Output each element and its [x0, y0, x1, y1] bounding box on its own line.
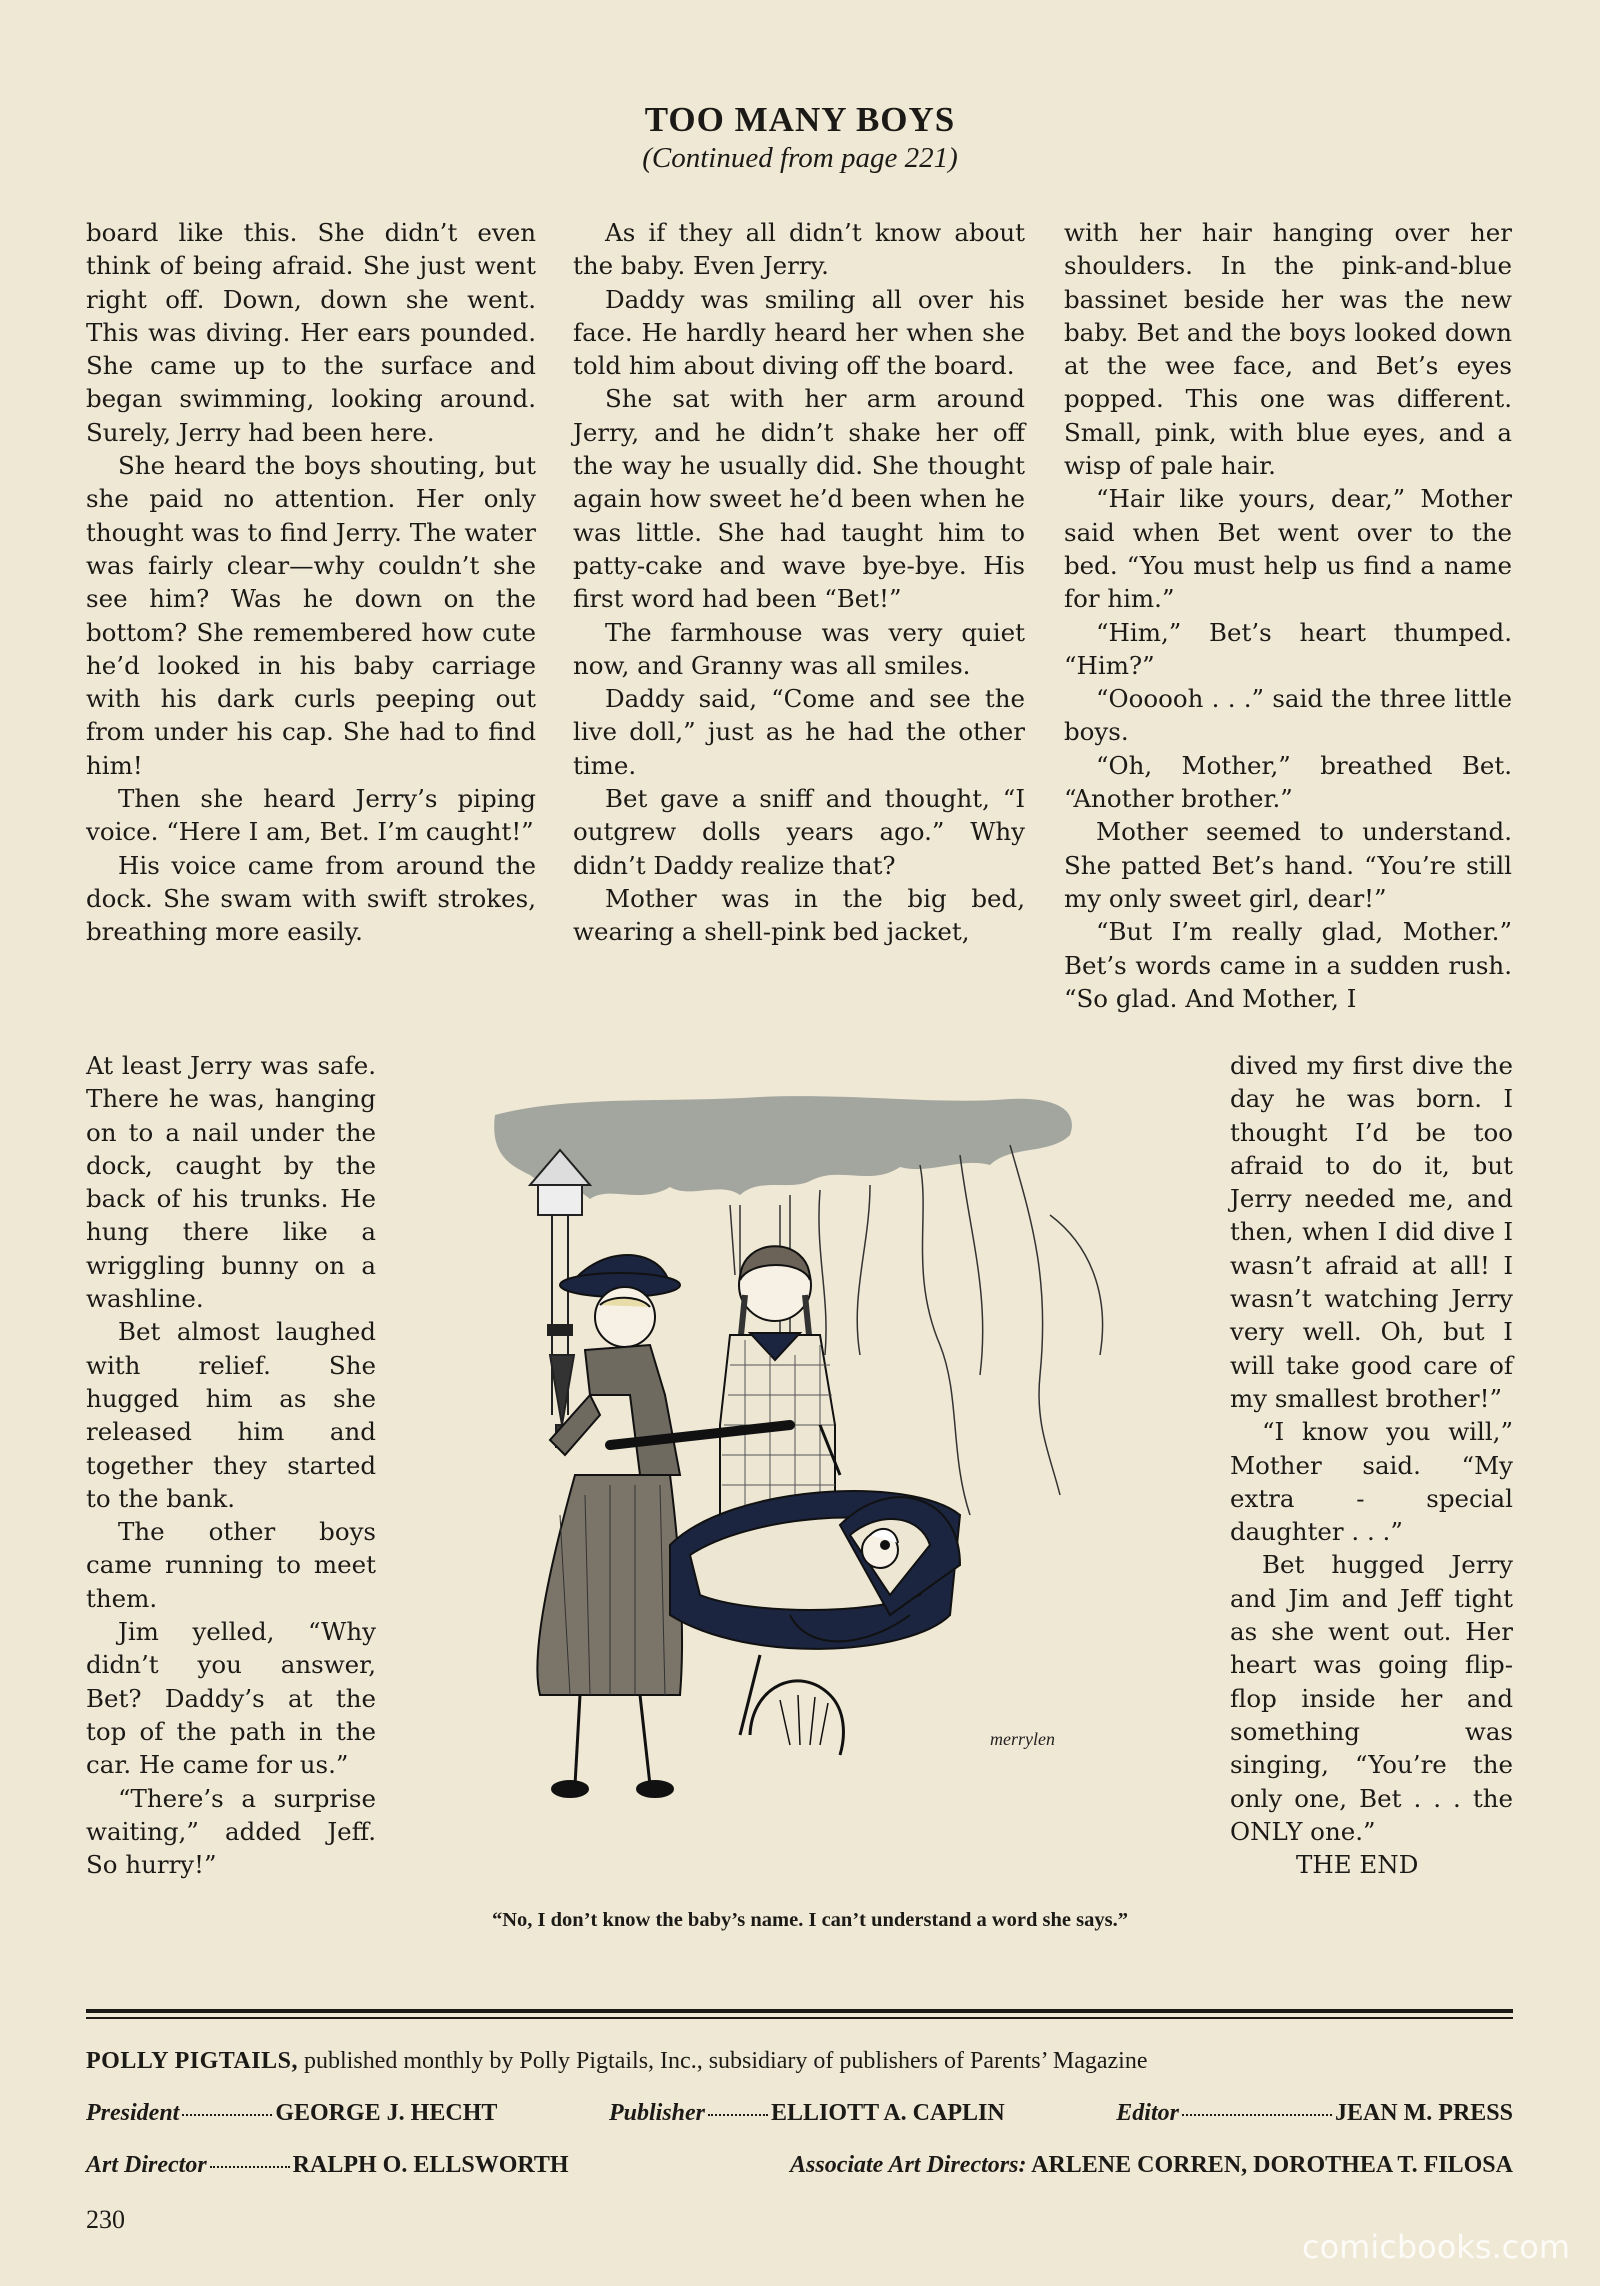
artist-signature: merrylen — [990, 1729, 1055, 1749]
associate-role: Associate Art Directors: — [790, 2152, 1027, 2178]
story-paragraph: As if they all didn’t know about the baby. Even Jerry. — [573, 218, 1025, 281]
president-name: GEORGE J. HECHT — [275, 2100, 498, 2126]
story-paragraph: Mother was in the big bed, wearing a shell-pink bed jacket, — [573, 883, 1025, 947]
story-paragraph: She sat with her arm around Jerry, and he didn’t shake her off the way he usually did. She thought again how sweet he’d been when he was little. She had taught him to patty-cake and wave bye-bye. His first word had been “Bet!” — [573, 384, 1025, 614]
the-end-marker: THE END — [1296, 1850, 1419, 1880]
illustration-caption: “No, I don’t know the baby’s name. I can’t understand a word she says.” — [492, 1909, 1128, 1931]
story-paragraph: The other boys came running to meet them. — [86, 1517, 376, 1613]
story-paragraph: The farmhouse was very quiet now, and Granny was all smiles. — [573, 617, 1025, 680]
art-director-name: RALPH O. ELLSWORTH — [292, 2152, 569, 2178]
publisher-name: ELLIOTT A. CAPLIN — [771, 2100, 1005, 2126]
masthead-rule-thin — [86, 2017, 1513, 2019]
story-title: TOO MANY BOYS — [644, 100, 956, 139]
story-paragraph: “Oh, Mother,” breathed Bet. “Another brother.” — [1064, 750, 1512, 814]
art-director-role: Art Director — [86, 2152, 207, 2178]
baby-carriage — [670, 1491, 960, 1755]
editor-role: Editor — [1116, 2100, 1179, 2126]
story-paragraph: Mother seemed to understand. She patted Bet’s hand. “You’re still my only sweet girl, dear!” — [1064, 817, 1512, 913]
column-1-top — [86, 216, 536, 949]
story-paragraph: Then she heard Jerry’s piping voice. “Here I am, Bet. I’m caught!” — [86, 784, 536, 847]
page-number: 230 — [86, 2205, 125, 2234]
column-2 — [573, 216, 1025, 949]
story-paragraph: “Hair like yours, dear,” Mother said when Bet went over to the bed. “You must help us find a name for him.” — [1064, 484, 1512, 614]
publisher-credit — [609, 2100, 1005, 2127]
story-paragraph: Jim yelled, “Why didn’t you answer, Bet? Daddy’s at the top of the path in the car. He came for us.” — [86, 1617, 376, 1780]
masthead-rule-thick — [86, 2009, 1513, 2013]
story-paragraph: “There’s a surprise waiting,” added Jeff. So hurry!” — [86, 1783, 376, 1880]
story-paragraph: Daddy said, “Come and see the live doll,” just as he had the other time. — [573, 684, 1025, 780]
story-paragraph: “I know you will,” Mother said. “My extra - special daughter . . .” — [1230, 1417, 1513, 1547]
continued-note: (Continued from page 221) — [642, 142, 958, 174]
story-paragraph: “But I’m really glad, Mother.” Bet’s words came in a sudden rush. “So glad. And Mother, I — [1064, 917, 1512, 1013]
story-paragraph: She heard the boys shouting, but she paid no attention. Her only thought was to find Jerry. The water was fairly clear—why couldn’t she see him? Was he down on the bottom? She remembered how cute he’d looked in his baby carriage with his dark curls peeping out from under his cap. She had to find him! — [86, 451, 536, 780]
birdhouse — [530, 1150, 590, 1447]
story-paragraph: “Him,” Bet’s heart thumped. “Him?” — [1064, 617, 1512, 680]
watermark: comicbooks.com — [1301, 2228, 1570, 2266]
masthead-line-1 — [86, 2048, 1513, 2075]
story-illustration — [490, 1095, 1190, 1855]
editor-credit — [1116, 2100, 1513, 2127]
publisher-role: Publisher — [609, 2100, 706, 2126]
story-paragraph: Bet hugged Jerry and Jim and Jeff tight as she went out. Her heart was going flip-flop inside her and something was singing, “You’re the only one, Bet . . . the ONLY one.” — [1230, 1550, 1513, 1846]
masthead-line-3 — [86, 2152, 1513, 2179]
masthead-line-2 — [86, 2100, 1513, 2127]
story-paragraph: “Oooooh . . .” said the three little boys. — [1064, 684, 1512, 747]
column-3-top — [1064, 216, 1512, 1015]
publication-name: POLLY PIGTAILS, — [86, 2048, 299, 2074]
story-paragraph: At least Jerry was safe. There he was, hanging on to a nail under the dock, caught by the back of his trunks. He hung there like a wriggling bunny on a washline. — [86, 1051, 376, 1314]
story-paragraph: Bet almost laughed with relief. She hugged him as she released him and together they started to the bank. — [86, 1317, 376, 1513]
story-paragraph: Bet gave a sniff and thought, “I outgrew dolls years ago.” Why didn’t Daddy realize that? — [573, 784, 1025, 880]
president-role: President — [86, 2100, 180, 2126]
publisher-statement: published monthly by Polly Pigtails, Inc., subsidiary of publishers of Parents’ Magazine — [304, 2048, 1148, 2074]
editor-name: JEAN M. PRESS — [1334, 2100, 1513, 2126]
art-director-credit — [86, 2152, 569, 2179]
story-paragraph: dived my first dive the day he was born. I thought I’d be too afraid to do it, but Jerry needed me, and then, when I did dive I wasn’t afraid at all! I wasn’t watching Jerry very well. Oh, but I will take good care of my smallest brother!” — [1230, 1051, 1513, 1413]
column-3-bottom — [1230, 1049, 1513, 1881]
president-credit — [86, 2100, 497, 2127]
story-paragraph: His voice came from around the dock. She swam with swift strokes, breathing more easily. — [86, 850, 536, 947]
column-1-bottom — [86, 1049, 376, 1881]
story-paragraph: with her hair hanging over her shoulders. In the pink-and-blue bassinet beside her was the new baby. Bet and the boys looked down at the wee face, and Bet’s eyes popped. This one was different. Small, pink, with blue eyes, and a wisp of pale hair. — [1064, 218, 1512, 481]
associate-names: ARLENE CORREN, DOROTHEA T. FILOSA — [1031, 2152, 1513, 2178]
associate-credit — [790, 2152, 1513, 2179]
girl-with-hat — [537, 1255, 682, 1797]
story-paragraph: board like this. She didn’t even think of being afraid. She just went right off. Down, down she went. This was diving. Her ears pounded. She came up to the surface and began swimming, looking around. Surely, Jerry had been here. — [86, 218, 536, 447]
story-paragraph: Daddy was smiling all over his face. He hardly heard her when she told him about diving off the board. — [573, 284, 1025, 381]
girl-with-braids — [720, 1246, 840, 1515]
